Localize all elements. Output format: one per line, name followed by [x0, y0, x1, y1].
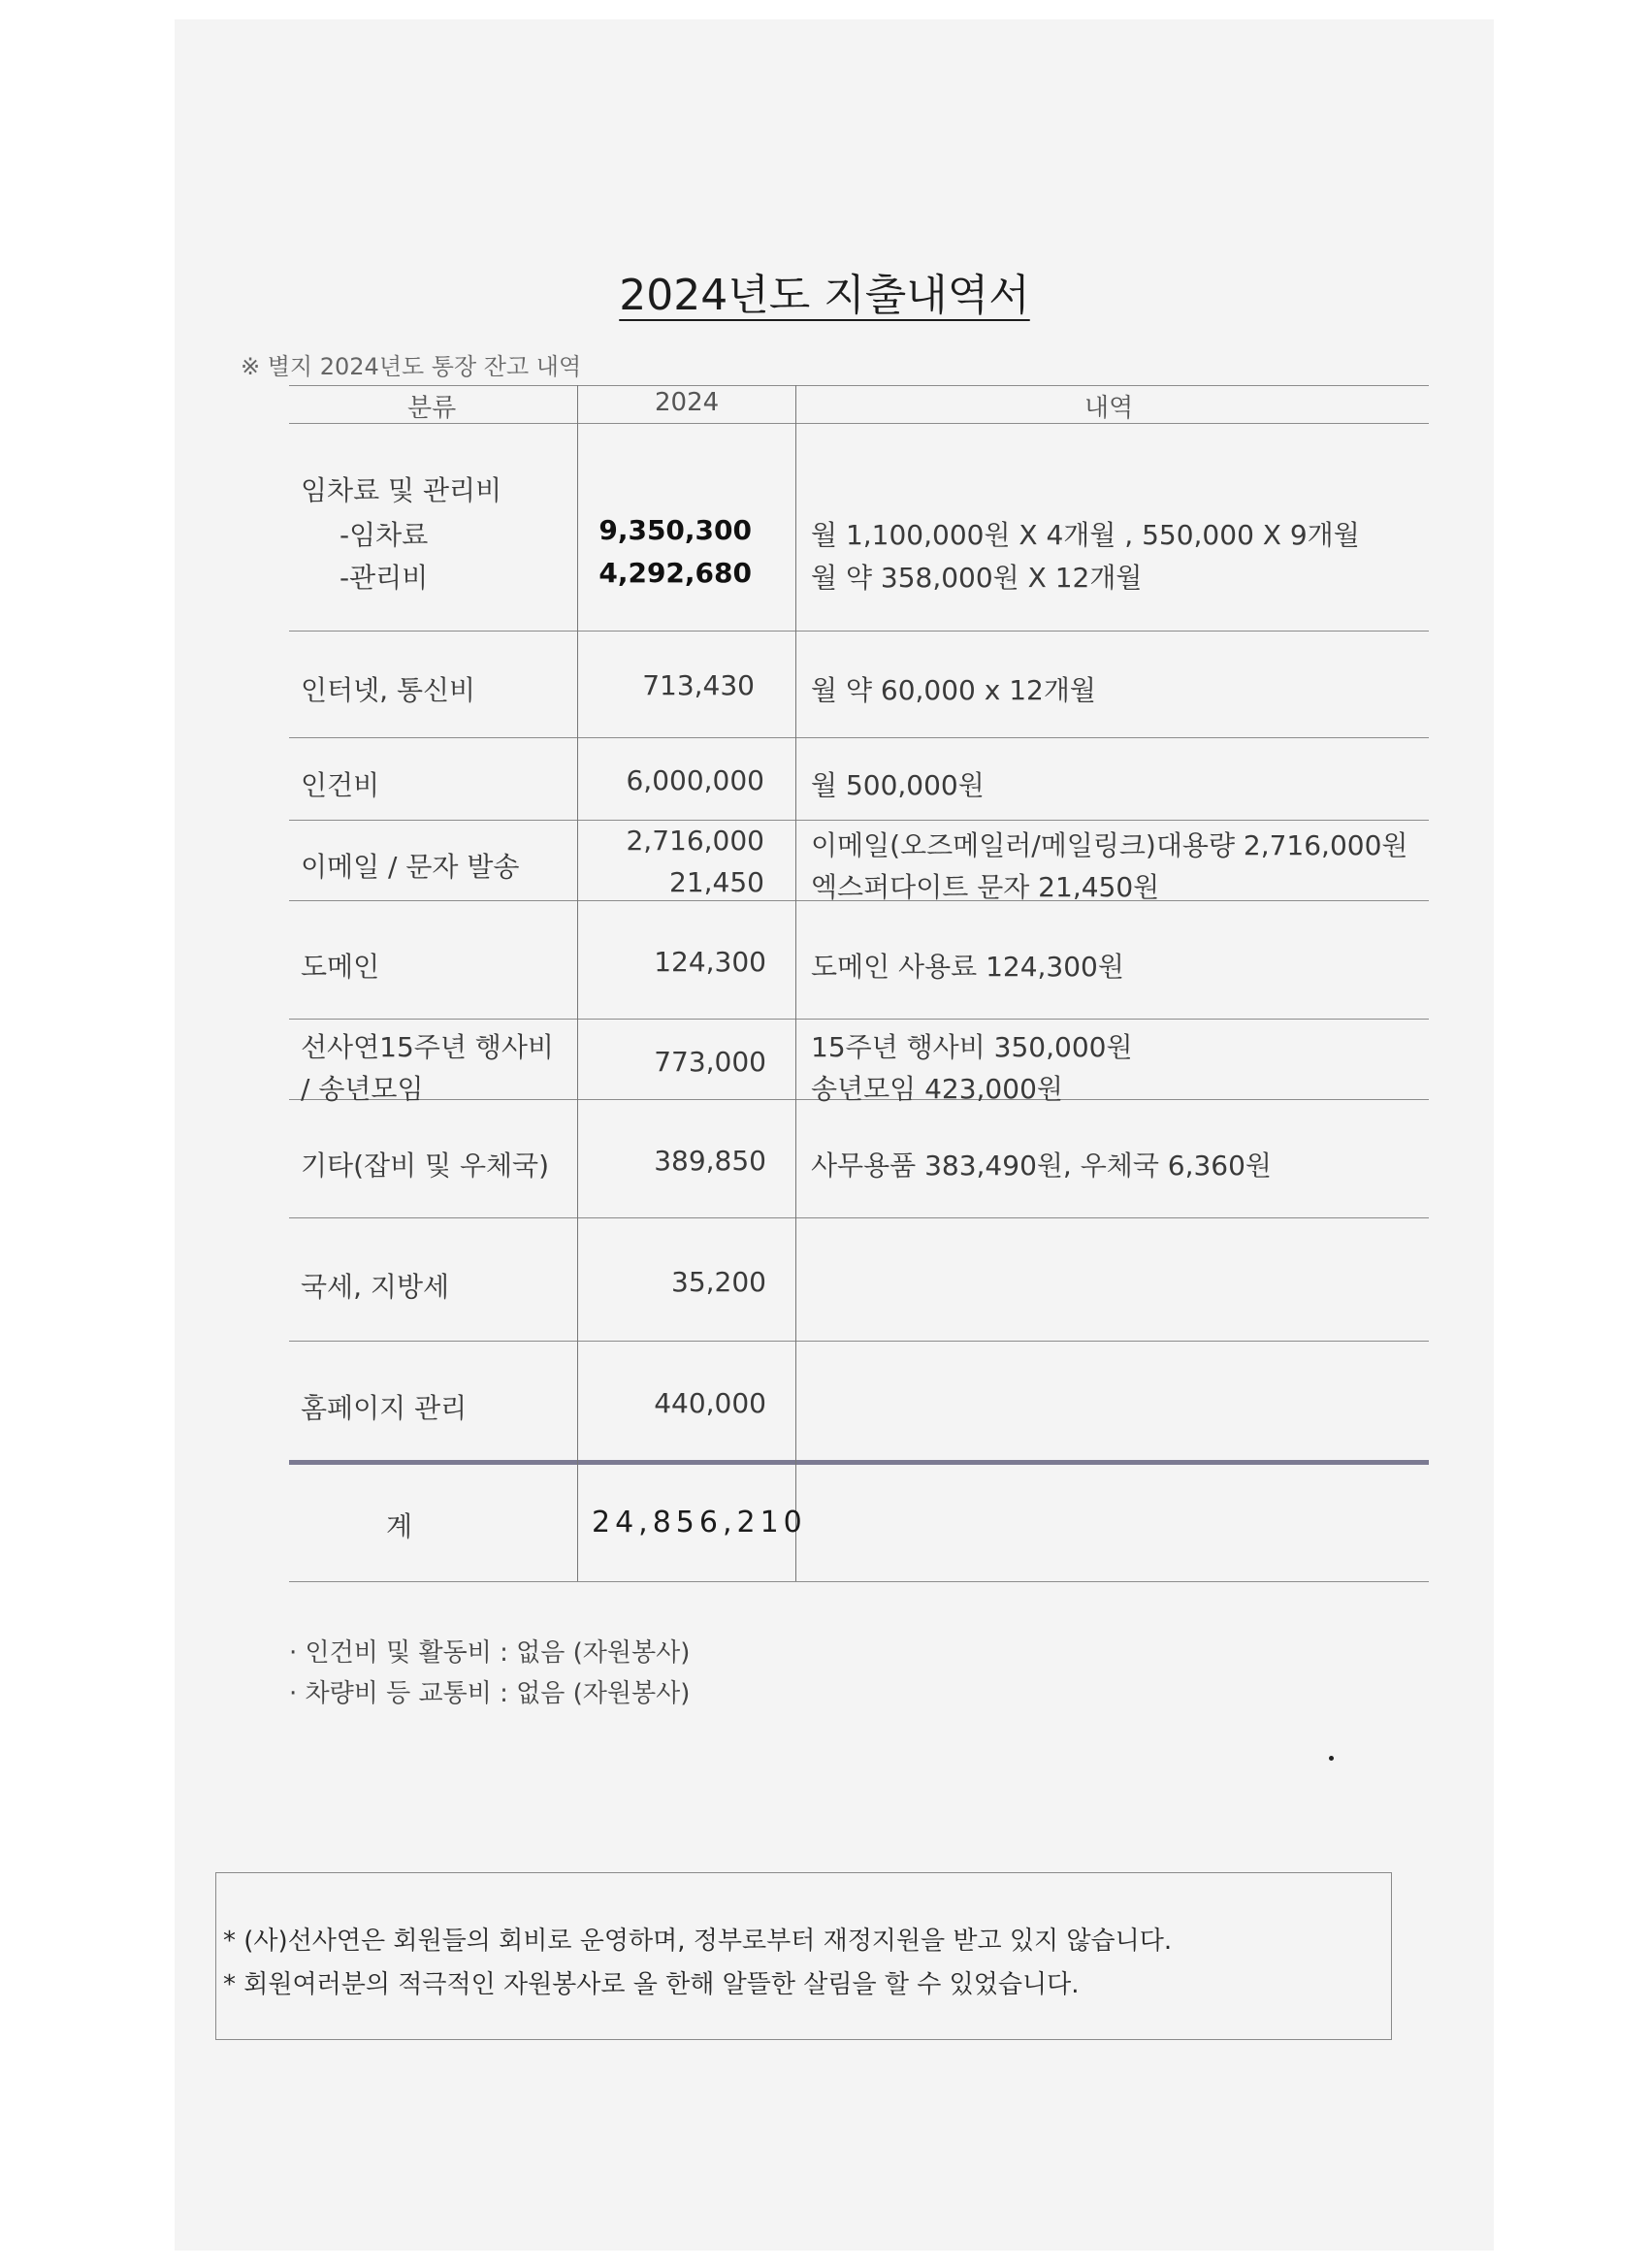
- amount-cell: 6,000,000: [626, 764, 764, 796]
- detail-cell: 도메인 사용료 124,300원: [811, 951, 1124, 983]
- header-detail: 내역: [1084, 394, 1134, 423]
- amount-cell: 713,430: [642, 669, 755, 701]
- amount-cell: 389,850: [654, 1145, 766, 1177]
- row-divider: [289, 737, 1429, 738]
- detail-cell: 엑스퍼다이트 문자 21,450원: [811, 871, 1160, 903]
- category-cell: / 송년모임: [301, 1073, 424, 1105]
- header-bottom-border: [289, 423, 1429, 424]
- category-cell: 인건비: [301, 769, 380, 801]
- total-label: 계: [386, 1510, 413, 1542]
- category-cell: 선사연15주년 행사비: [301, 1031, 554, 1063]
- total-amount: 24,856,210: [592, 1506, 807, 1539]
- category-cell: 인터넷, 통신비: [301, 674, 476, 706]
- detail-cell: 월 500,000원: [811, 769, 985, 801]
- amount-cell: 9,350,300: [598, 514, 752, 546]
- detail-cell: 송년모임 423,000원: [811, 1073, 1063, 1105]
- detail-cell: 이메일(오즈메일러/메일링크)대용량 2,716,000원: [811, 829, 1408, 861]
- amount-cell: 4,292,680: [598, 557, 752, 589]
- table-top-border: [289, 385, 1429, 386]
- category-cell: 도메인: [301, 951, 380, 983]
- detail-cell: 사무용품 383,490원, 우체국 6,360원: [811, 1150, 1272, 1182]
- amount-cell: 2,716,000: [626, 825, 764, 857]
- document-title: 2024년도 지출내역서: [619, 271, 1030, 320]
- footnote: · 인건비 및 활동비 : 없음 (자원봉사): [289, 1638, 691, 1668]
- category-cell: 기타(잡비 및 우체국): [301, 1150, 550, 1182]
- amount-cell: 21,450: [669, 866, 764, 898]
- category-cell: 이메일 / 문자 발송: [301, 851, 520, 883]
- detail-cell: 15주년 행사비 350,000원: [811, 1031, 1133, 1063]
- header-category: 분류: [407, 394, 457, 423]
- category-cell: -임차료: [340, 519, 429, 551]
- row-divider: [289, 1019, 1429, 1020]
- detail-cell: 월 약 60,000 x 12개월: [811, 674, 1096, 706]
- detail-cell: 월 약 358,000원 X 12개월: [811, 562, 1143, 594]
- category-cell: 국세, 지방세: [301, 1271, 450, 1303]
- notice-line: * (사)선사연은 회원들의 회비로 운영하며, 정부로부터 재정지원을 받고 있지 않습니다.: [223, 1927, 1173, 1956]
- table-bottom-border: [289, 1581, 1429, 1582]
- amount-cell: 124,300: [654, 946, 766, 978]
- total-divider: [289, 1460, 1429, 1465]
- column-divider: [795, 385, 796, 1581]
- detail-cell: 월 1,100,000원 X 4개월 , 550,000 X 9개월: [811, 519, 1360, 551]
- amount-cell: 440,000: [654, 1387, 766, 1419]
- row-divider: [289, 1341, 1429, 1342]
- row-divider: [289, 1217, 1429, 1218]
- header-year: 2024: [655, 388, 720, 417]
- category-cell: 홈페이지 관리: [301, 1392, 468, 1424]
- amount-cell: 35,200: [671, 1266, 766, 1298]
- row-divider: [289, 631, 1429, 632]
- scan-speck: [1329, 1756, 1334, 1761]
- category-cell: -관리비: [340, 562, 429, 594]
- category-cell: 임차료 및 관리비: [301, 474, 502, 506]
- bank-balance-note: ※ 별지 2024년도 통장 잔고 내역: [241, 353, 582, 380]
- notice-line: * 회원여러분의 적극적인 자원봉사로 올 한해 알뜰한 살림을 할 수 있었습니다.: [223, 1970, 1080, 1999]
- footnote: · 차량비 등 교통비 : 없음 (자원봉사): [289, 1679, 691, 1708]
- row-divider: [289, 820, 1429, 821]
- amount-cell: 773,000: [654, 1046, 766, 1078]
